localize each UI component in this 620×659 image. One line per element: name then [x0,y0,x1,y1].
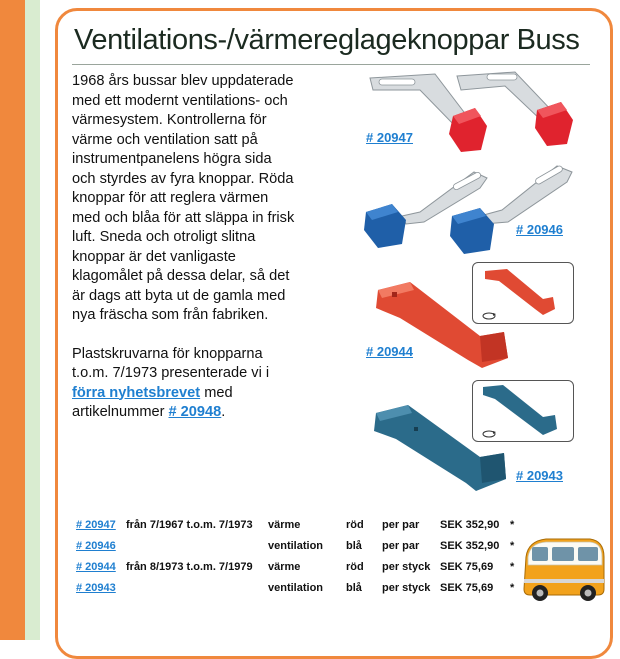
table-cell-unit: per styck [382,582,431,594]
p2-text-a: Plastskruvarna för knopparna t.o.m. 7/1973 presenterade vi i [72,345,270,381]
article-20948-link[interactable]: # 20948 [168,404,222,420]
table-cell-unit: per styck [382,561,431,573]
table-cell-price: SEK 352,90 [440,540,500,552]
table-row-link[interactable]: # 20944 [76,561,116,573]
table-cell-price: SEK 75,69 [440,582,494,594]
table-cell-function: värme [268,519,301,531]
table-cell-mark: * [510,582,515,594]
product-link-20946[interactable]: # 20946 [516,222,563,237]
blue-knob-pair-image [362,160,584,258]
table-cell-mark: * [510,561,515,573]
table-cell-years: från 7/1967 t.o.m. 7/1973 [126,519,253,531]
table-row-link[interactable]: # 20946 [76,540,116,552]
table-cell-unit: per par [382,519,420,531]
bus-icon [520,535,608,605]
p2-text-c: . [221,404,226,420]
title-divider [72,64,590,65]
intro-paragraph-1: 1968 års bussar blev uppdaterade med ett modernt ventilations- och värmesystem. Kontrollerna för värme och ventilation satt på instrumentpanelens högra sida och styrdes av fyra knoppar. Röda knoppar för att reglera värmen med och blåa för att släppa in frisk luft. Sneda och otroligt slitna knoppar är det vanligaste klagomålet på dessa delar, så det är dags att byta ut de gamla med nya fräscha som från fabriken. [72,73,295,323]
table-cell-mark: * [510,519,515,531]
rotate-icon [481,429,497,439]
blue-lever-inset [472,380,574,442]
table-cell-color: röd [346,519,364,531]
left-green-stripe [25,0,40,640]
table-row-link[interactable]: # 20943 [76,582,116,594]
intro-text [72,72,297,423]
table-cell-color: blå [346,582,362,594]
table-cell-function: ventilation [268,540,324,552]
table-cell-color: röd [346,561,364,573]
table-row-link[interactable]: # 20947 [76,519,116,531]
table-cell-unit: per par [382,540,420,552]
left-orange-stripe [0,0,25,640]
table-cell-mark: * [510,540,515,552]
table-cell-function: värme [268,561,301,573]
table-cell-price: SEK 352,90 [440,519,500,531]
table-cell-function: ventilation [268,582,324,594]
intro-paragraph-2 [72,345,297,423]
table-cell-price: SEK 75,69 [440,561,494,573]
red-lever-inset [472,262,574,324]
p2-text-b: med artikelnummer [72,384,233,420]
table-cell-years: från 8/1973 t.o.m. 7/1979 [126,561,253,573]
rotate-icon [481,311,497,321]
product-link-20947[interactable]: # 20947 [366,130,413,145]
newsletter-link[interactable]: förra nyhetsbrevet [72,384,201,401]
table-cell-color: blå [346,540,362,552]
page-title: Ventilations-/värmereglageknoppar Buss [74,24,580,56]
product-link-20943[interactable]: # 20943 [516,468,563,483]
product-link-20944[interactable]: # 20944 [366,344,413,359]
